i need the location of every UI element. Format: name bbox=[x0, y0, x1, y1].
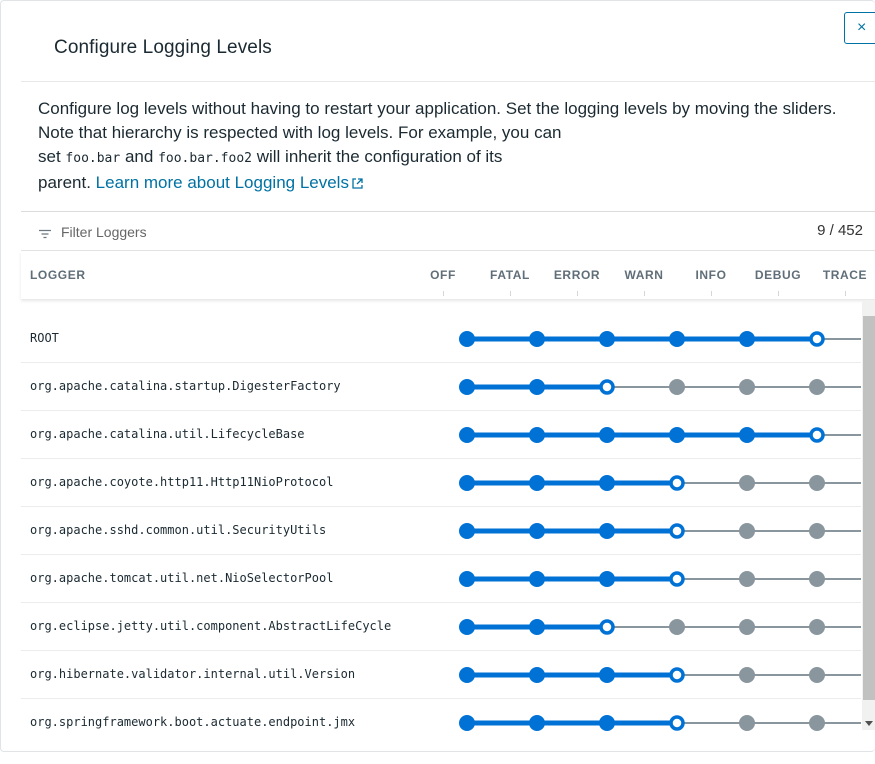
logger-name: ROOT bbox=[30, 331, 59, 345]
logger-row bbox=[21, 555, 861, 603]
scrollbar-thumb[interactable] bbox=[863, 316, 875, 700]
dialog-title: Configure Logging Levels bbox=[54, 37, 272, 58]
level-stop-active[interactable] bbox=[459, 523, 475, 539]
level-stop-active[interactable] bbox=[529, 571, 545, 587]
level-stop-active[interactable] bbox=[669, 331, 685, 347]
level-stop-inactive[interactable] bbox=[739, 571, 755, 587]
loggers-panel bbox=[21, 211, 875, 741]
level-stop-active[interactable] bbox=[459, 475, 475, 491]
level-stop-active[interactable] bbox=[529, 667, 545, 683]
level-stop-inactive[interactable] bbox=[739, 619, 755, 635]
level-handle-selected[interactable] bbox=[811, 429, 823, 441]
log-level-slider[interactable] bbox=[21, 315, 861, 363]
level-stop-inactive[interactable] bbox=[809, 379, 825, 395]
logger-name: org.apache.sshd.common.util.SecurityUtils bbox=[30, 523, 327, 537]
logger-row bbox=[21, 651, 861, 699]
level-stop-active[interactable] bbox=[599, 331, 615, 347]
level-stop-active[interactable] bbox=[739, 331, 755, 347]
scrollbar[interactable] bbox=[862, 300, 875, 730]
logger-row bbox=[21, 411, 861, 459]
level-header-trace: TRACE bbox=[822, 268, 868, 282]
level-handle-selected[interactable] bbox=[811, 333, 823, 345]
log-level-slider[interactable] bbox=[21, 363, 861, 411]
log-level-slider[interactable] bbox=[21, 699, 861, 747]
description-parent: parent. bbox=[38, 173, 91, 192]
level-header-warn: WARN bbox=[624, 268, 664, 282]
level-stop-inactive[interactable] bbox=[739, 523, 755, 539]
logger-name: org.springframework.boot.actuate.endpoint.jmx bbox=[30, 715, 356, 729]
level-handle-selected[interactable] bbox=[601, 621, 613, 633]
level-stop-inactive[interactable] bbox=[669, 379, 685, 395]
level-tick bbox=[443, 291, 444, 296]
description-text: Configure log levels without having to restart your application. Set the logging levels by moving the sliders. Note that hierarchy is respected with log levels. For example, you can bbox=[38, 99, 837, 142]
level-stop-inactive[interactable] bbox=[739, 379, 755, 395]
logger-row bbox=[21, 459, 861, 507]
logger-row bbox=[21, 363, 861, 411]
code-foo-bar-foo2: foo.bar.foo2 bbox=[158, 151, 252, 166]
logger-name: org.hibernate.validator.internal.util.Version bbox=[30, 667, 356, 681]
level-stop-active[interactable] bbox=[599, 715, 615, 731]
level-stop-active[interactable] bbox=[529, 475, 545, 491]
level-stop-active[interactable] bbox=[459, 427, 475, 443]
level-handle-selected[interactable] bbox=[601, 381, 613, 393]
level-tick bbox=[711, 291, 712, 296]
log-level-slider[interactable] bbox=[21, 507, 861, 555]
level-stop-inactive[interactable] bbox=[809, 571, 825, 587]
log-level-slider[interactable] bbox=[21, 651, 861, 699]
level-stop-active[interactable] bbox=[599, 427, 615, 443]
description-set: set bbox=[38, 147, 61, 166]
level-stop-inactive[interactable] bbox=[739, 475, 755, 491]
level-tick bbox=[644, 291, 645, 296]
logger-row bbox=[21, 699, 861, 747]
learn-more-link[interactable] bbox=[96, 173, 363, 192]
filter-loggers-input[interactable] bbox=[61, 221, 661, 243]
level-stop-inactive[interactable] bbox=[739, 667, 755, 683]
level-header-fatal: FATAL bbox=[490, 268, 530, 282]
level-tick bbox=[510, 291, 511, 296]
log-level-slider[interactable] bbox=[21, 411, 861, 459]
level-stop-active[interactable] bbox=[529, 619, 545, 635]
external-link-icon bbox=[352, 172, 363, 196]
level-handle-selected[interactable] bbox=[671, 573, 683, 585]
logger-count: 9 / 452 bbox=[817, 222, 863, 239]
level-tick bbox=[845, 291, 846, 296]
level-stop-active[interactable] bbox=[529, 523, 545, 539]
level-stop-inactive[interactable] bbox=[809, 715, 825, 731]
level-handle-selected[interactable] bbox=[671, 669, 683, 681]
level-stop-inactive[interactable] bbox=[809, 523, 825, 539]
table-header bbox=[21, 251, 875, 299]
description-inherit: will inherit the configuration of its bbox=[256, 147, 503, 166]
level-stop-active[interactable] bbox=[459, 571, 475, 587]
level-stop-active[interactable] bbox=[599, 571, 615, 587]
logger-row bbox=[21, 603, 861, 651]
description-and: and bbox=[124, 147, 154, 166]
level-stop-active[interactable] bbox=[459, 379, 475, 395]
logger-name: org.apache.catalina.startup.DigesterFactory bbox=[30, 379, 341, 393]
logger-name: org.apache.coyote.http11.Http11NioProtocol bbox=[30, 475, 334, 489]
close-button[interactable]: × bbox=[844, 12, 875, 44]
level-stop-active[interactable] bbox=[459, 331, 475, 347]
level-handle-selected[interactable] bbox=[671, 717, 683, 729]
code-foo-bar: foo.bar bbox=[65, 151, 121, 166]
level-tick bbox=[778, 291, 779, 296]
level-stop-inactive[interactable] bbox=[809, 475, 825, 491]
logger-list bbox=[21, 315, 861, 747]
logger-name: org.apache.catalina.util.LifecycleBase bbox=[30, 427, 305, 441]
level-stop-active[interactable] bbox=[599, 475, 615, 491]
level-stop-active[interactable] bbox=[529, 379, 545, 395]
logger-name: org.apache.tomcat.util.net.NioSelectorPool bbox=[30, 571, 334, 585]
level-header-error: ERROR bbox=[553, 268, 601, 282]
description bbox=[38, 97, 868, 196]
level-stop-inactive[interactable] bbox=[739, 715, 755, 731]
level-stop-inactive[interactable] bbox=[809, 667, 825, 683]
level-stop-active[interactable] bbox=[529, 331, 545, 347]
level-stop-active[interactable] bbox=[739, 427, 755, 443]
level-stop-active[interactable] bbox=[459, 715, 475, 731]
level-stop-active[interactable] bbox=[669, 427, 685, 443]
level-stop-active[interactable] bbox=[599, 523, 615, 539]
log-level-slider[interactable] bbox=[21, 459, 861, 507]
logger-row bbox=[21, 315, 861, 363]
level-stop-active[interactable] bbox=[529, 715, 545, 731]
learn-more-label: Learn more about Logging Levels bbox=[95, 173, 349, 192]
logger-column-header: LOGGER bbox=[30, 268, 86, 282]
level-header-info: INFO bbox=[695, 268, 727, 282]
filter-icon bbox=[38, 226, 52, 244]
level-stop-inactive[interactable] bbox=[669, 619, 685, 635]
level-handle-selected[interactable] bbox=[671, 525, 683, 537]
level-stop-active[interactable] bbox=[529, 427, 545, 443]
logger-name: org.eclipse.jetty.util.component.AbstractLifeCycle bbox=[30, 619, 392, 633]
level-header-debug: DEBUG bbox=[754, 268, 802, 282]
scroll-down-arrow-icon[interactable] bbox=[865, 721, 873, 726]
logger-row bbox=[21, 507, 861, 555]
level-stop-active[interactable] bbox=[459, 619, 475, 635]
level-tick bbox=[577, 291, 578, 296]
header-divider bbox=[21, 81, 875, 82]
level-stop-active[interactable] bbox=[459, 667, 475, 683]
log-level-slider[interactable] bbox=[21, 555, 861, 603]
level-header-off: OFF bbox=[430, 268, 456, 282]
filter-row bbox=[21, 212, 875, 251]
level-stop-active[interactable] bbox=[599, 667, 615, 683]
log-level-slider[interactable] bbox=[21, 603, 861, 651]
level-handle-selected[interactable] bbox=[671, 477, 683, 489]
level-stop-inactive[interactable] bbox=[809, 619, 825, 635]
